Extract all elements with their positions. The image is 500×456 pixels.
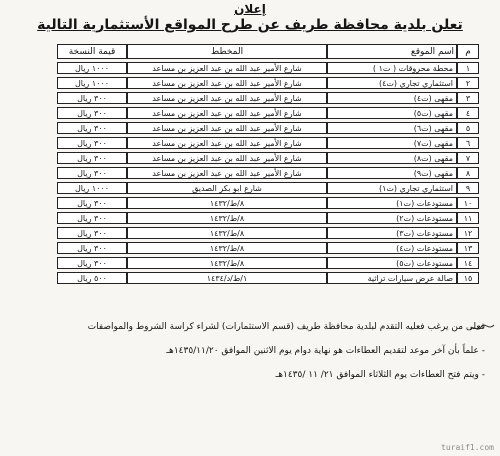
site-name: مستودعات (ت٣) [327, 227, 457, 239]
copy-price: ٣٠٠ ريال [57, 167, 127, 179]
site-watermark: turaif1.com [441, 443, 494, 452]
site-name: استثماري تجاري (ت١) [327, 182, 457, 194]
row-number: ٨ [457, 167, 479, 179]
plan-location: شارع الأمير عبد الله بن عبد العزيز بن مساعد [127, 62, 327, 74]
header-price: قيمة النسخة [57, 44, 127, 59]
note-deadline: - علماً بأن آخر موعد لتقديم العطاءات هو نهاية دوام يوم الاثنين الموافق ١٤٣٥/١١/٢٠هـ [166, 346, 485, 356]
site-name: استثماري تجاري (ت٤) [327, 77, 457, 89]
site-name: محطة محروقات ( ت١ ) [327, 62, 457, 74]
plan-location: شارع الأمير عبد الله بن عبد العزيز بن مساعد [127, 122, 327, 134]
copy-price: ٣٠٠ ريال [57, 92, 127, 104]
copy-price: ١٠٠٠ ريال [57, 77, 127, 89]
table-row [57, 182, 479, 194]
table-row [57, 137, 479, 149]
site-name: مقهى (ت٥) [327, 107, 457, 119]
table-row [57, 197, 479, 209]
copy-price: ١٠٠٠ ريال [57, 62, 127, 74]
plan-location: شارع الأمير عبد الله بن عبد العزيز بن مساعد [127, 77, 327, 89]
plan-location: ٨/ط/١٤٣٢ [127, 197, 327, 209]
header-site: اسم الموقع [327, 44, 457, 59]
announcement-heading [0, 2, 500, 33]
site-name: مستودعات (ت٤) [327, 242, 457, 254]
copy-price: ٣٠٠ ريال [57, 257, 127, 269]
plan-location: شارع الأمير عبد الله بن عبد العزيز بن مساعد [127, 137, 327, 149]
row-number: ١٢ [457, 227, 479, 239]
table-row [57, 212, 479, 224]
plan-location: ١/ط/د/١٤٣٤ [127, 272, 327, 284]
row-number: ٥ [457, 122, 479, 134]
copy-price: ٥٠٠ ريال [57, 272, 127, 284]
site-name: مقهى (ت٩) [327, 167, 457, 179]
table-row [57, 92, 479, 104]
plan-location: ٨/ط/١٤٣٢ [127, 212, 327, 224]
copy-price: ٣٠٠ ريال [57, 197, 127, 209]
row-number: ٦ [457, 137, 479, 149]
row-number: ٢ [457, 77, 479, 89]
table-row [57, 242, 479, 254]
investment-sites-table [57, 41, 479, 287]
row-number: ١ [457, 62, 479, 74]
table-header-row [57, 44, 479, 59]
site-name: صالة عرض سيارات تراثية [327, 272, 457, 284]
notes-section [30, 320, 485, 392]
row-number: ١٥ [457, 272, 479, 284]
plan-location: شارع الأمير عبد الله بن عبد العزيز بن مساعد [127, 92, 327, 104]
row-number: ١٣ [457, 242, 479, 254]
table-row [57, 62, 479, 74]
plan-location: شارع ابو بكر الصديق [127, 182, 327, 194]
site-name: مستودعات (ت١) [327, 197, 457, 209]
row-number: ١١ [457, 212, 479, 224]
copy-price: ٣٠٠ ريال [57, 242, 127, 254]
copy-price: ٣٠٠ ريال [57, 212, 127, 224]
table-row [57, 227, 479, 239]
table-row [57, 167, 479, 179]
site-name: مستودعات (ت٢) [327, 212, 457, 224]
copy-price: ٣٠٠ ريال [57, 152, 127, 164]
row-number: ٣ [457, 92, 479, 104]
plan-location: شارع الأمير عبد الله بن عبد العزيز بن مساعد [127, 152, 327, 164]
table-row [57, 257, 479, 269]
announcement-label: إعلان [234, 2, 266, 16]
site-name: مقهى (ت٤) [327, 92, 457, 104]
plan-location: ٨/ط/١٤٣٢ [127, 242, 327, 254]
note-opening-date: - ويتم فتح العطاءات يوم الثلاثاء الموافق ٢١/ ١١ /١٤٣٥هـ [275, 370, 485, 380]
table-row [57, 77, 479, 89]
row-number: ١٠ [457, 197, 479, 209]
table-row [57, 107, 479, 119]
table-row [57, 122, 479, 134]
row-number: ٩ [457, 182, 479, 194]
site-name: مقهى (ت٨) [327, 152, 457, 164]
plan-location: شارع الأمير عبد الله بن عبد العزيز بن مساعد [127, 107, 327, 119]
copy-price: ٣٠٠ ريال [57, 227, 127, 239]
header-num: م [457, 44, 479, 59]
plan-location: ٨/ط/١٤٣٢ [127, 227, 327, 239]
row-number: ٤ [457, 107, 479, 119]
site-name: مقهى (ت٦) [327, 122, 457, 134]
copy-price: ٣٠٠ ريال [57, 137, 127, 149]
note-purchase-terms: فعلى من يرغب فعليه التقدم لبلدية محافظة طريف (قسم الاستثمارات) لشراء كراسة الشروط والمواصفات [87, 322, 485, 332]
row-number: ١٤ [457, 257, 479, 269]
table-row [57, 272, 479, 284]
table-row [57, 152, 479, 164]
copy-price: ٣٠٠ ريال [57, 122, 127, 134]
copy-price: ٣٠٠ ريال [57, 107, 127, 119]
announcement-title: تعلن بلدية محافظة طريف عن طرح المواقع الأستثمارية التالية [37, 17, 463, 33]
site-name: مستودعات (ت٥) [327, 257, 457, 269]
copy-price: ١٠٠٠ ريال [57, 182, 127, 194]
plan-location: ٨/ط/١٤٣٢ [127, 257, 327, 269]
site-name: مقهى (ت٧) [327, 137, 457, 149]
header-plan: المخطط [127, 44, 327, 59]
plan-location: شارع الأمير عبد الله بن عبد العزيز بن مساعد [127, 167, 327, 179]
row-number: ٧ [457, 152, 479, 164]
